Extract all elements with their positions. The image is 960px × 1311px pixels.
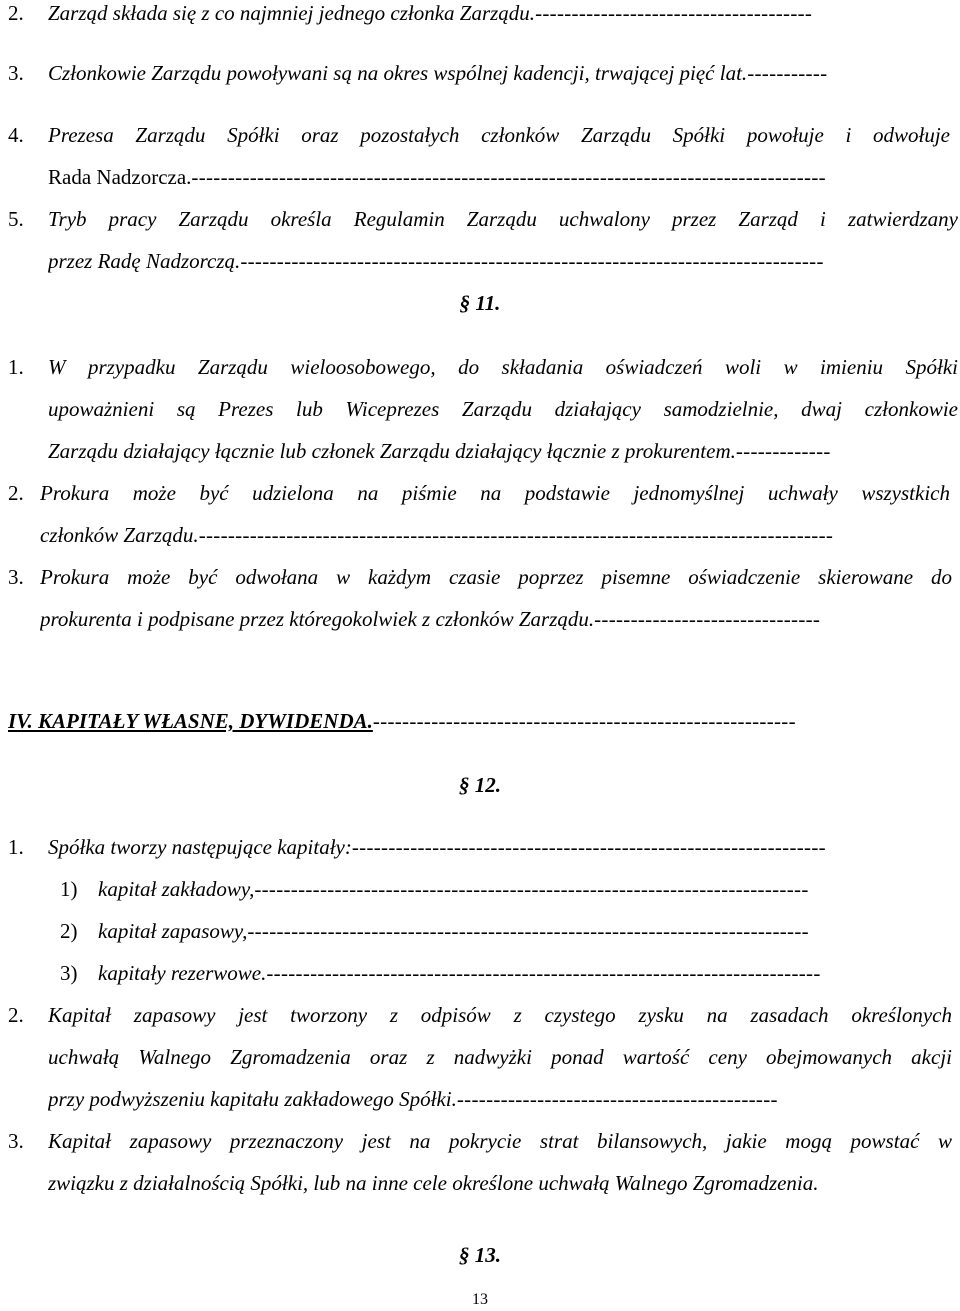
text-line: kapitały rezerwowe.---------------------------------------------------------------------------- [98,961,821,985]
text-line: członków Zarządu.--------------------------------------------------------------------------------------- [40,523,834,547]
text-line: Kapitał zapasowy przeznaczony jest na pokrycie strat bilansowych, jakie mogą powstać w [48,1129,952,1153]
text-line: Kapitał zapasowy jest tworzony z odpisów z czystego zysku na zasadach określonych [48,1003,952,1027]
item-number: 3. [8,565,24,589]
item-number: 4. [8,123,24,147]
item-number: 1. [8,355,24,379]
text-line: Prokura może być udzielona na piśmie na podstawie jednomyślnej uchwały wszystkich [40,481,950,505]
text-line: W przypadku Zarządu wieloosobowego, do składania oświadczeń woli w imieniu Spółki [48,355,958,379]
chapter-heading: IV. KAPITAŁY WŁASNE, DYWIDENDA.---------------------------------------------------------- [8,709,796,733]
text-line: Rada Nadzorcza.--------------------------------------------------------------------------------------- [48,165,826,189]
item-number: 2. [8,1,24,25]
item-number: 1. [8,835,24,859]
page-number: 13 [472,1291,488,1308]
text-line: Zarządu działający łącznie lub członek Zarządu działający łącznie z prokurentem.------------- [48,439,831,463]
item-number: 2. [8,481,24,505]
subitem-number: 1) [60,877,78,901]
section-heading-11: § 11. [459,291,501,315]
text-line: przy podwyższeniu kapitału zakładowego Spółki.-------------------------------------------- [48,1087,778,1111]
item-number: 2. [8,1003,24,1027]
text-line: prokurenta i podpisane przez któregokolwiek z członków Zarządu.------------------------------- [40,607,821,631]
text-line: Członkowie Zarządu powoływani są na okres wspólnej kadencji, trwającej pięć lat.----------- [48,61,828,85]
item-number: 5. [8,207,24,231]
text-line: Zarząd składa się z co najmniej jednego członka Zarządu.-------------------------------------- [48,1,813,25]
subitem-number: 3) [60,961,78,985]
item-number: 3. [8,61,24,85]
text-line: kapitał zapasowy,----------------------------------------------------------------------------- [98,919,809,943]
text-line: uchwałą Walnego Zgromadzenia oraz z nadwyżki ponad wartość ceny obejmowanych akcji [48,1045,952,1069]
text-line: Prezesa Zarządu Spółki oraz pozostałych członków Zarządu Spółki powołuje i odwołuje [48,123,950,147]
text-line: upoważnieni są Prezes lub Wiceprezes Zarządu działający samodzielnie, dwaj członkowie [48,397,958,421]
text-line: kapitał zakładowy,---------------------------------------------------------------------------- [98,877,809,901]
text-line: Tryb pracy Zarządu określa Regulamin Zarządu uchwalony przez Zarząd i zatwierdzany [48,207,958,231]
section-heading-13: § 13. [459,1243,501,1267]
section-heading-12: § 12. [459,773,501,797]
item-number: 3. [8,1129,24,1153]
subitem-number: 2) [60,919,78,943]
text-line: Prokura może być odwołana w każdym czasie poprzez pisemne oświadczenie skierowane do [40,565,952,589]
text-line: przez Radę Nadzorczą.-------------------------------------------------------------------------------- [48,249,824,273]
text-line: Spółka tworzy następujące kapitały:----------------------------------------------------------------- [48,835,826,859]
text-line: związku z działalnością Spółki, lub na inne cele określone uchwałą Walnego Zgromadzenia. [48,1171,819,1195]
